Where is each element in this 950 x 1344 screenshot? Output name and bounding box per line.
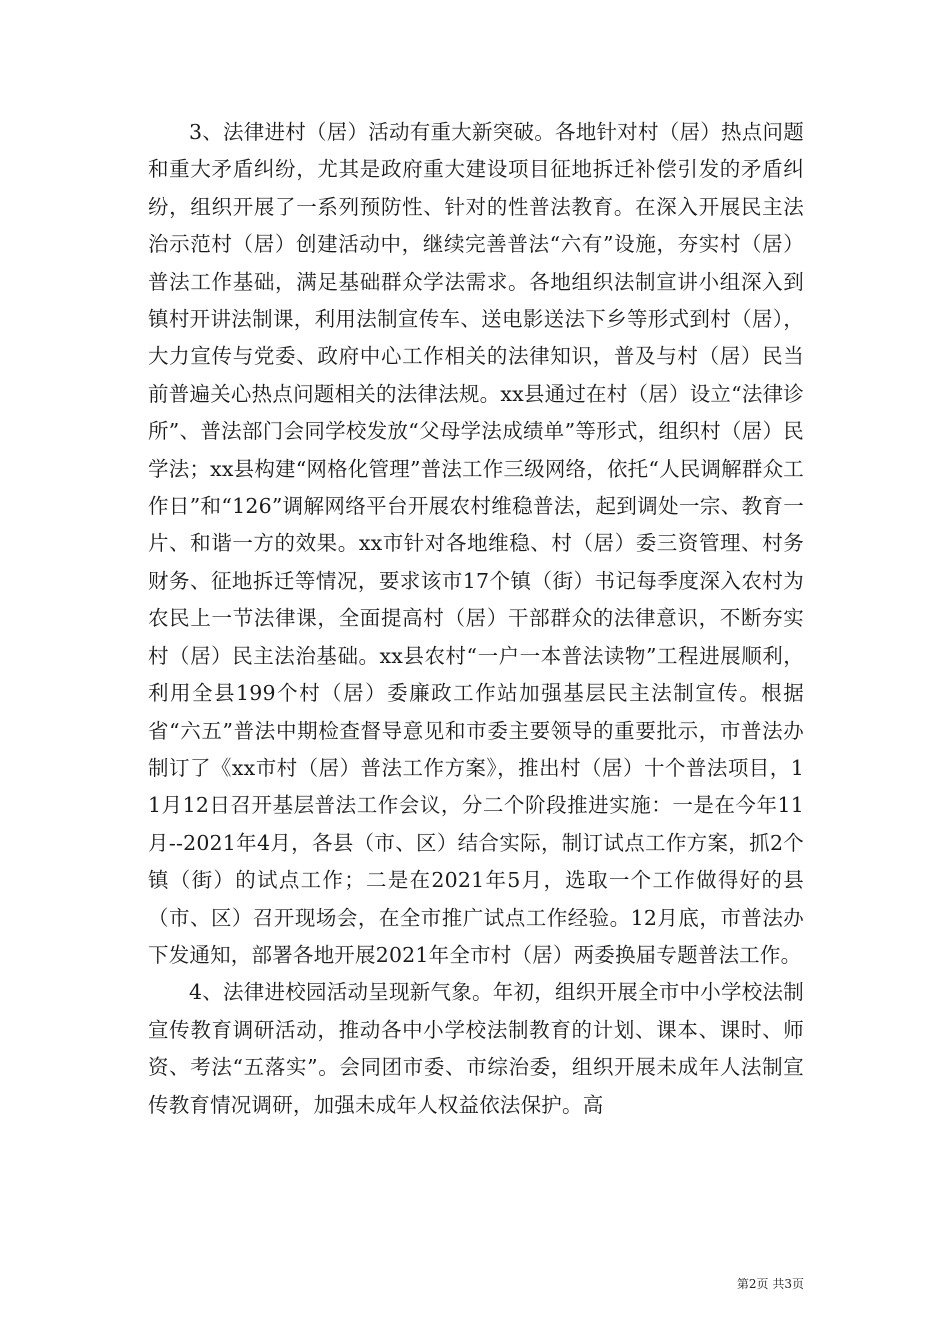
page-number-footer: 第2页 共3页 [736, 1277, 804, 1291]
document-body [148, 114, 804, 1124]
paragraph-village-law: 3、法律进村（居）活动有重大新突破。各地针对村（居）热点问题和重大矛盾纠纷，尤其是政府重大建设项目征地拆迁补偿引发的矛盾纠纷，组织开展了一系列预防性、针对的性普法教育。在深入开展民主法治示范村（居）创建活动中，继续完善普法“六有”设施，夯实村（居）普法工作基础，满足基础群众学法需求。各地组织法制宣讲小组深入到镇村开讲法制课，利用法制宣传车、送电影送法下乡等形式到村（居），大力宣传与党委、政府中心工作相关的法律知识，普及与村（居）民当前普遍关心热点问题相关的法律法规。xx县通过在村（居）设立“法律诊所”、普法部门会同学校发放“父母学法成绩单”等形式，组织村（居）民学法；xx县构建“网格化管理”普法工作三级网络，依托“人民调解群众工作日”和“126”调解网络平台开展农村维稳普法，起到调处一宗、教育一片、和谐一方的效果。xx市针对各地维稳、村（居）委三资管理、村务财务、征地拆迁等情况，要求该市17个镇（街）书记每季度深入农村为农民上一节法律课，全面提高村（居）干部群众的法律意识，不断夯实村（居）民主法治基础。xx县农村“一户一本普法读物”工程进展顺利，利用全县199个村（居）委廉政工作站加强基层民主法制宣传。根据省“六五”普法中期检查督导意见和市委主要领导的重要批示，市普法办制订了《xx市村（居）普法工作方案》，推出村（居）十个普法项目，11月12日召开基层普法工作会议，分二个阶段推进实施：一是在今年11月--2021年4月，各县（市、区）结合实际，制订试点工作方案，抓2个镇（街）的试点工作；二是在2021年5月，选取一个工作做得好的县（市、区）召开现场会，在全市推广试点工作经验。12月底，市普法办下发通知，部署各地开展2021年全市村（居）两委换届专题普法工作。 [148, 120, 804, 967]
paragraph-campus-law: 4、法律进校园活动呈现新气象。年初，组织开展全市中小学校法制宣传教育调研活动，推动各中小学校法制教育的计划、课本、课时、师资、考法“五落实”。会同团市委、市综治委，组织开展未成年人法制宣传教育情况调研，加强未成年人权益依法保护。高 [148, 980, 804, 1117]
